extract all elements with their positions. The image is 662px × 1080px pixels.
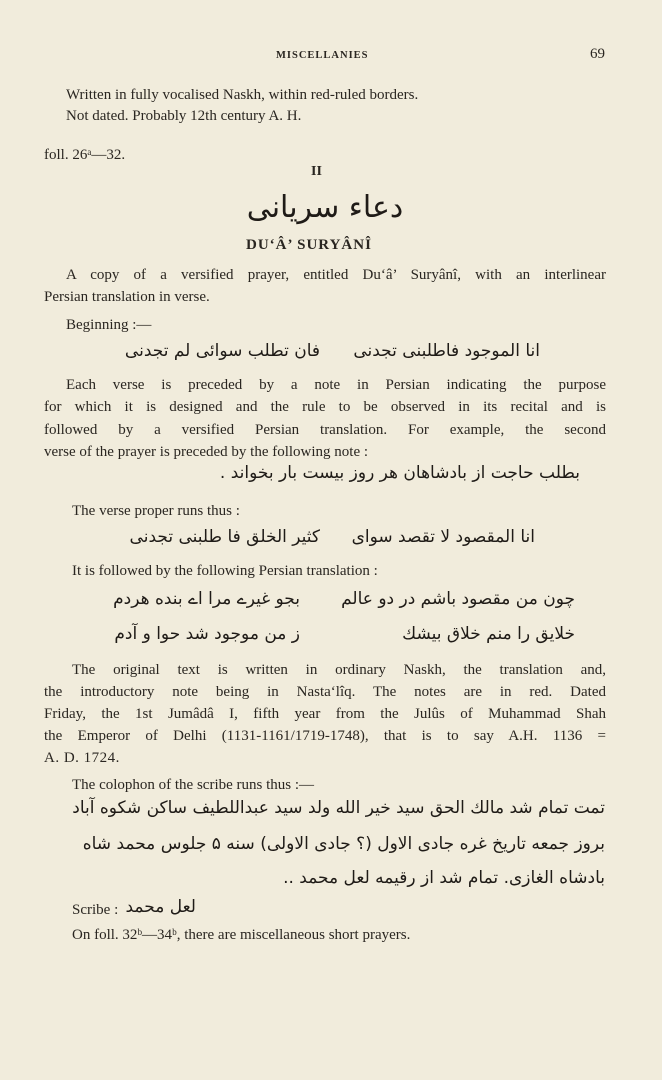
closing-line: On foll. 32ᵇ—34ᵇ, there are miscellaneous short prayers. — [72, 927, 411, 943]
scribe-name: لعل محمد — [125, 897, 196, 917]
intro-line-1: Written in fully vocalised Naskh, within red-ruled borders. — [66, 87, 419, 103]
original-line-5: A. D. 1724. — [44, 750, 120, 766]
section-title-arabic: دعاء سریانی — [246, 190, 404, 225]
translation-line-2-left: ز من موجود شد حوا و آدم — [114, 624, 300, 644]
original-line-1: The original text is written in ordinary Naskh, the translation and, — [72, 662, 606, 678]
colophon-line-1: تمت تمام شد مالك الحق سید خیر الله ولد سید عبداللطیف ساکن شکوه آباد — [72, 798, 605, 818]
translation-line-1-left: بجو غیرے مرا اے بنده هردم — [113, 589, 300, 609]
persian-note: بطلب حاجت از بادشاهان هر روز بیست بار بخواند . — [219, 463, 580, 483]
translation-label: It is followed by the following Persian translation : — [72, 563, 378, 579]
original-line-4: the Emperor of Delhi (1131-1161/1719-1748), that is to say A.H. 1136 = — [44, 728, 606, 744]
verse-proper-left: کثیر الخلق فا طلبنی تجدنی — [129, 527, 320, 547]
beginning-label: Beginning :— — [66, 317, 152, 333]
note-line-1: Each verse is preceded by a note in Persian indicating the purpose — [66, 377, 606, 393]
translation-line-2-right: خلایق را منم خلاق بیشك — [402, 624, 575, 644]
intro-line-2: Not dated. Probably 12th century A. H. — [66, 108, 302, 124]
section-number: II — [311, 164, 322, 179]
beginning-verse-right: انا الموجود فاطلبنی تجدنی — [353, 341, 540, 361]
running-title: MISCELLANIES — [276, 50, 369, 61]
colophon-label: The colophon of the scribe runs thus :— — [72, 777, 315, 793]
colophon-line-2: بروز جمعه تاریخ غره جادی الاول (؟ جادی الاولی) سنه ۵ جلوس محمد شاه — [82, 834, 605, 854]
verse-proper-label: The verse proper runs thus : — [72, 503, 240, 519]
page-number: 69 — [590, 46, 605, 62]
note-line-4: verse of the prayer is preceded by the following note : — [44, 444, 369, 460]
note-line-3: followed by a versified Persian translation. For example, the second — [44, 422, 606, 438]
original-line-3: Friday, the 1st Jumâdâ I, fifth year from the Julûs of Muhammad Shah — [44, 706, 606, 722]
scribe-label: Scribe : — [72, 902, 119, 918]
folio-reference: foll. 26ᵃ—32. — [44, 147, 126, 163]
translation-line-1-right: چون من مقصود باشم در دو عالم — [341, 589, 575, 609]
colophon-line-3: بادشاه الغازی. تمام شد از رقیمه لعل محمد .. — [283, 868, 605, 888]
beginning-verse-left: فان تطلب سوائی لم تجدنی — [124, 341, 320, 361]
description-line-1: A copy of a versified prayer, entitled Du‘â’ Suryânî, with an interlinear — [66, 267, 606, 283]
note-line-2: for which it is designed and the rule to be observed in its recital and is — [44, 399, 606, 415]
original-line-2: the introductory note being in Nasta‘lîq. The notes are in red. Dated — [44, 684, 606, 700]
description-line-2: Persian translation in verse. — [44, 289, 210, 305]
verse-proper-right: انا المقصود لا تقصد سوای — [351, 527, 535, 547]
section-title-transliteration: DU‘Â’ SURYÂNÎ — [246, 237, 372, 253]
